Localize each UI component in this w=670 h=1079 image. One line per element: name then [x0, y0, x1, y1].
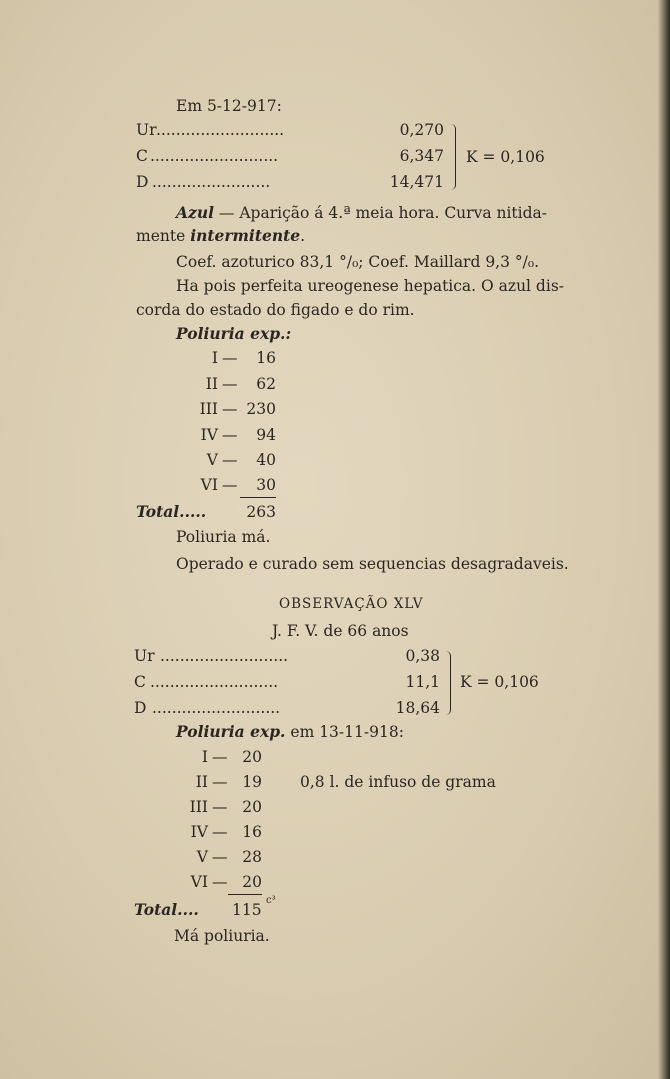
text-run: .	[300, 227, 306, 245]
row-label: D	[136, 173, 149, 191]
poliuria-value: 230	[246, 400, 276, 418]
sum-rule	[228, 894, 262, 895]
row-label: Ur	[134, 647, 155, 665]
total-label: Total....	[134, 900, 199, 919]
dash: —	[222, 375, 238, 393]
roman-numeral: III	[199, 400, 218, 418]
page-edge-shadow	[658, 0, 670, 1079]
poliuria-value: 16	[242, 823, 262, 841]
roman-numeral: I	[211, 349, 218, 367]
roman-numeral: IV	[200, 426, 218, 444]
poliuria-heading: Poliuria exp.:	[176, 324, 292, 343]
leader-dots: ..........................	[156, 121, 285, 139]
dash: —	[212, 823, 228, 841]
dash: —	[222, 426, 238, 444]
poliuria-value: 40	[256, 451, 276, 469]
row-value: 6,347	[399, 147, 444, 165]
roman-numeral: VI	[200, 476, 218, 494]
row-label: D	[134, 699, 147, 717]
dash: —	[212, 873, 228, 891]
roman-numeral: III	[189, 798, 208, 816]
right-brace	[444, 651, 451, 715]
roman-numeral: II	[205, 375, 218, 393]
azul-text: — Aparição á 4.ª meia hora. Curva nitida-	[214, 204, 548, 222]
row-value: 0,38	[405, 647, 440, 665]
poliuria-value: 20	[242, 798, 262, 816]
k-value: K = 0,106	[466, 148, 545, 166]
dash: —	[212, 748, 228, 766]
poliuria-value: 20	[242, 748, 262, 766]
row-value: 18,64	[395, 699, 440, 717]
right-brace	[449, 124, 456, 190]
dash: —	[222, 400, 238, 418]
date-line: Em 5-12-917:	[176, 97, 282, 115]
row-value: 0,270	[399, 121, 444, 139]
observation-title: OBSERVAÇÃO XLV	[279, 596, 424, 612]
infuso-note: 0,8 l. de infuso de grama	[300, 773, 496, 791]
roman-numeral: IV	[190, 823, 208, 841]
dash: —	[212, 773, 228, 791]
text-run: mente	[136, 227, 191, 245]
azul-line	[176, 203, 547, 223]
poliuria-heading-2	[176, 722, 404, 742]
ma-poliuria-line: Má poliuria.	[174, 927, 270, 945]
patient-line: J. F. V. de 66 anos	[272, 622, 409, 640]
total-unit: c³	[266, 895, 276, 906]
poliuria-value: 28	[242, 848, 262, 866]
azul-continuation	[136, 226, 305, 246]
leader-dots: ..........................	[150, 147, 279, 165]
k-value: K = 0,106	[460, 673, 539, 691]
roman-numeral: VI	[190, 873, 208, 891]
poliuria-value: 30	[256, 476, 276, 494]
poliuria-value: 62	[256, 375, 276, 393]
row-value: 14,471	[389, 173, 444, 191]
dash: —	[222, 451, 238, 469]
row-label: C	[134, 673, 146, 691]
coef-line: Coef. azoturico 83,1 °/₀; Coef. Maillard 9,3 °/₀.	[176, 253, 540, 271]
poliuria-date: em 13-11-918:	[285, 723, 404, 741]
ureogenese-line-2: corda do estado do figado e do rim.	[136, 301, 415, 319]
row-label: C	[136, 147, 148, 165]
row-label: Ur	[136, 121, 157, 139]
operado-line: Operado e curado sem sequencias desagradaveis.	[176, 555, 569, 573]
total-value: 115	[232, 901, 262, 919]
leader-dots: ..........................	[150, 673, 279, 691]
roman-numeral: V	[196, 848, 208, 866]
roman-numeral: II	[195, 773, 208, 791]
leader-dots: ........................	[152, 173, 271, 191]
poliuria-label: Poliuria exp.	[176, 722, 286, 741]
total-value: 263	[246, 503, 276, 521]
total-label: Total.....	[136, 502, 207, 521]
roman-numeral: I	[201, 748, 208, 766]
poliuria-value: 19	[242, 773, 262, 791]
poliuria-value: 16	[256, 349, 276, 367]
sum-rule	[240, 497, 276, 498]
leader-dots: ..........................	[152, 699, 281, 717]
dash: —	[212, 848, 228, 866]
poliuria-ma-line: Poliuria má.	[176, 528, 271, 546]
dash: —	[222, 476, 238, 494]
poliuria-value: 94	[256, 426, 276, 444]
dash: —	[212, 798, 228, 816]
ureogenese-line-1: Ha pois perfeita ureogenese hepatica. O azul dis-	[176, 277, 565, 295]
poliuria-value: 20	[242, 873, 262, 891]
row-value: 11,1	[405, 673, 440, 691]
intermitente-emphasis: intermitente	[190, 226, 301, 245]
dash: —	[222, 349, 238, 367]
roman-numeral: V	[206, 451, 218, 469]
leader-dots: ..........................	[160, 647, 289, 665]
azul-label: Azul	[176, 203, 214, 222]
